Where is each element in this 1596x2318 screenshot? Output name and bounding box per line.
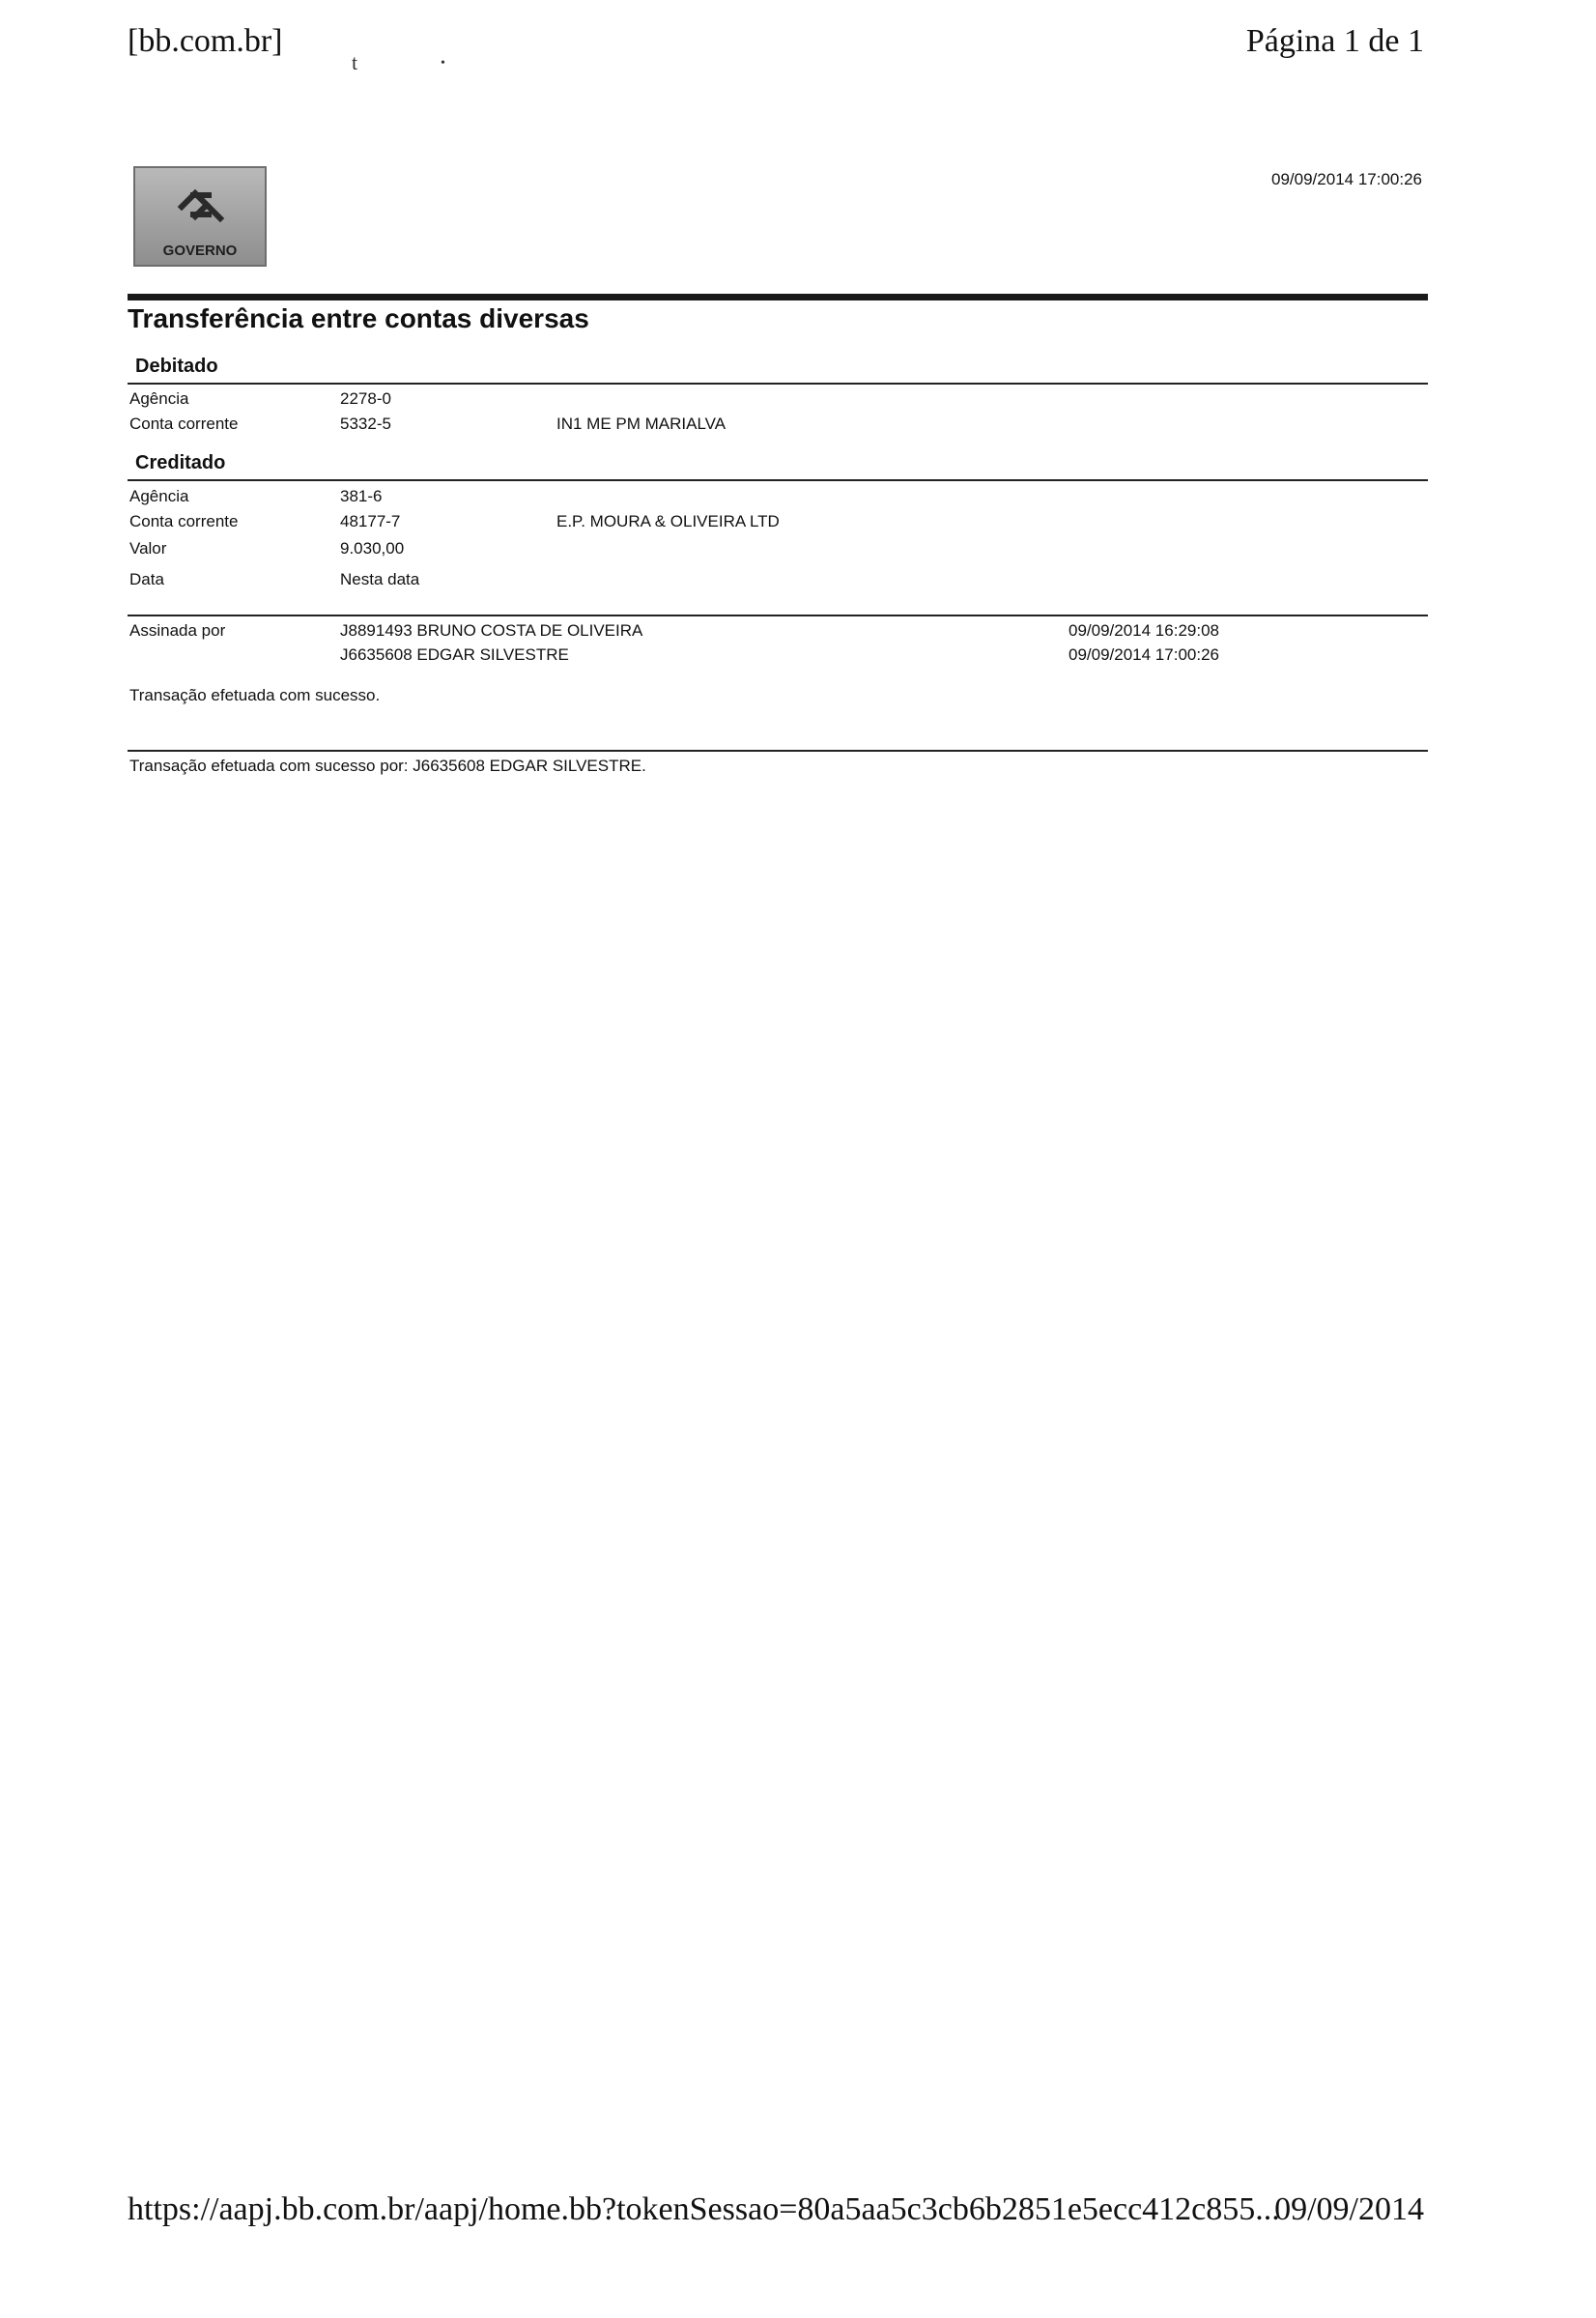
label-conta-corrente: Conta corrente — [129, 512, 239, 530]
value-titular: E.P. MOURA & OLIVEIRA LTD — [556, 512, 780, 530]
label-conta-corrente: Conta corrente — [129, 415, 239, 433]
section-divider — [128, 615, 1428, 616]
print-footer-url: https://aapj.bb.com.br/aapj/home.bb?tokenSessao=80a5aa5c3cb6b2851e5ecc412c855... — [128, 2191, 1280, 2227]
section-heading-debitado: Debitado — [135, 356, 218, 377]
print-header-site: [bb.com.br] — [128, 23, 283, 59]
stray-mark: t — [352, 50, 358, 74]
value-agencia: 2278-0 — [340, 389, 391, 408]
header-divider — [128, 294, 1428, 300]
label-assinada-por: Assinada por — [129, 621, 226, 640]
bb-logo-icon — [174, 182, 228, 228]
timestamp: 09/09/2014 17:00:26 — [1271, 170, 1422, 188]
value-titular: IN1 ME PM MARIALVA — [556, 415, 727, 433]
section-divider — [128, 750, 1428, 752]
page-title: Transferência entre contas diversas — [128, 303, 589, 333]
signer-datetime: 09/09/2014 17:00:26 — [1069, 645, 1219, 664]
section-divider — [128, 479, 1428, 481]
value-agencia: 381-6 — [340, 487, 383, 505]
label-agencia: Agência — [129, 487, 189, 505]
value-conta-corrente: 48177-7 — [340, 512, 401, 530]
value-valor: 9.030,00 — [340, 539, 405, 558]
value-data: Nesta data — [340, 570, 420, 588]
value-conta-corrente: 5332-5 — [340, 415, 391, 433]
print-footer-date: 09/09/2014 — [1274, 2191, 1424, 2227]
signer-datetime: 09/09/2014 16:29:08 — [1069, 621, 1219, 640]
stray-mark: • — [441, 56, 445, 71]
label-valor: Valor — [129, 539, 167, 558]
transaction-status: Transação efetuada com sucesso. — [129, 686, 381, 704]
transaction-status-by: Transação efetuada com sucesso por: J6635608 EDGAR SILVESTRE. — [129, 757, 646, 775]
label-data: Data — [129, 570, 164, 588]
signer-name: J8891493 BRUNO COSTA DE OLIVEIRA — [340, 621, 643, 640]
section-divider — [128, 383, 1428, 385]
logo-text: GOVERNO — [162, 243, 238, 259]
label-agencia: Agência — [129, 389, 189, 408]
signer-name: J6635608 EDGAR SILVESTRE — [340, 645, 569, 664]
bank-logo — [133, 166, 267, 267]
print-header-page-number: Página 1 de 1 — [1245, 23, 1424, 59]
section-heading-creditado: Creditado — [135, 452, 226, 473]
